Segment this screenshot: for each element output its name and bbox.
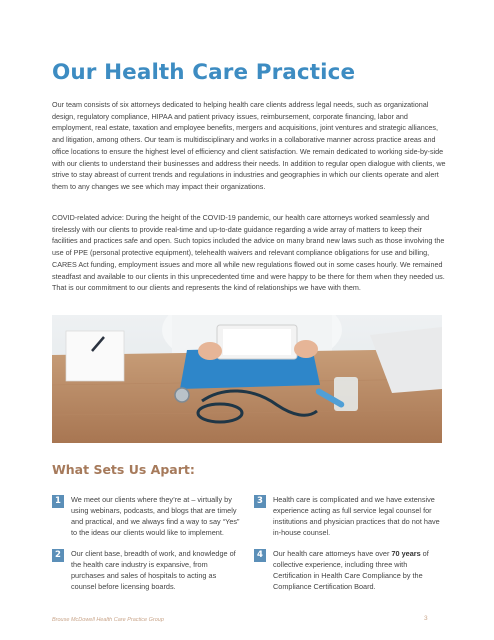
doctor-desk-illustration [52,315,442,443]
feature-text: We meet our clients where they’re at – virtually by using webinars, podcasts, and blogs that are timely and practical, and we always find a way to say “Yes” to the ideas our clients would like to implement. [71,495,240,538]
footer-label: Brouse McDowell Health Care Practice Group [52,617,164,623]
page-title: Our Health Care Practice [52,60,356,85]
number-badge: 4 [254,549,266,562]
section-title: What Sets Us Apart: [52,462,195,477]
covid-paragraph: COVID-related advice: During the height of the COVID-19 pandemic, our health care attorneys worked seamlessly and tirelessly with our clients to provide real-time and up-to-date guidance regarding a wide array of matters to keep their facilities and practices safe and open. Such topics included the advice on many brand new laws such as those involving the use of PPE (personal protective equipment), telehealth waivers and relevant compliance obligations for use and billing, CARES Act funding, employment issues and more all while new regulations flowed out in some cases hourly. We remained steadfast and available to our clients in this unprecedented time and were happy to be there for them when they needed us. That is our commitment to our clients and represents the kind of relationships we have with them. [52,213,445,293]
doctor-desk-photo [52,315,442,443]
number-badge: 1 [52,495,64,508]
feature-text: Our client base, breadth of work, and knowledge of the health care industry is expansive, from purchases and sales of hospitals to acting as counsel before licensing boards. [71,549,236,592]
feature-text-start: Our health care attorneys have over [273,549,392,558]
page-number: 3 [424,615,428,622]
feature-text-end: of collective experience, including three with Certification in Health Care Compliance by the Compliance Certification Board. [273,549,429,592]
number-badge: 2 [52,549,64,562]
feature-text: Health care is complicated and we have extensive experience acting as full service legal counsel for institutions and physician practices that do not have in-house counsel. [273,495,440,538]
feature-text-emphasis: 70 years [391,549,421,558]
feature-text [273,548,445,592]
intro-paragraph: Our team consists of six attorneys dedicated to helping health care clients address legal needs, such as organizational design, regulatory compliance, HIPAA and patient privacy issues, reimbursement, corporate financing, labor and employment, real estate, taxation and employee benefits, mergers and acquisitions, joint ventures and strategic alliances, and litigation, among others. Our team is multidisciplinary and works in a collaborative manner across practice areas and office locations to ensure the highest level of efficiency and client satisfaction. We remain dedicated to working side-by-side with our clients to understand their businesses and address their needs. In addition to regular open dialogue with clients, we strive to stay abreast of current trends and regulations in industries and geographies in which our clients operate and alert them to any changes we see which may impact their organizations. [52,100,446,191]
number-badge: 3 [254,495,266,508]
